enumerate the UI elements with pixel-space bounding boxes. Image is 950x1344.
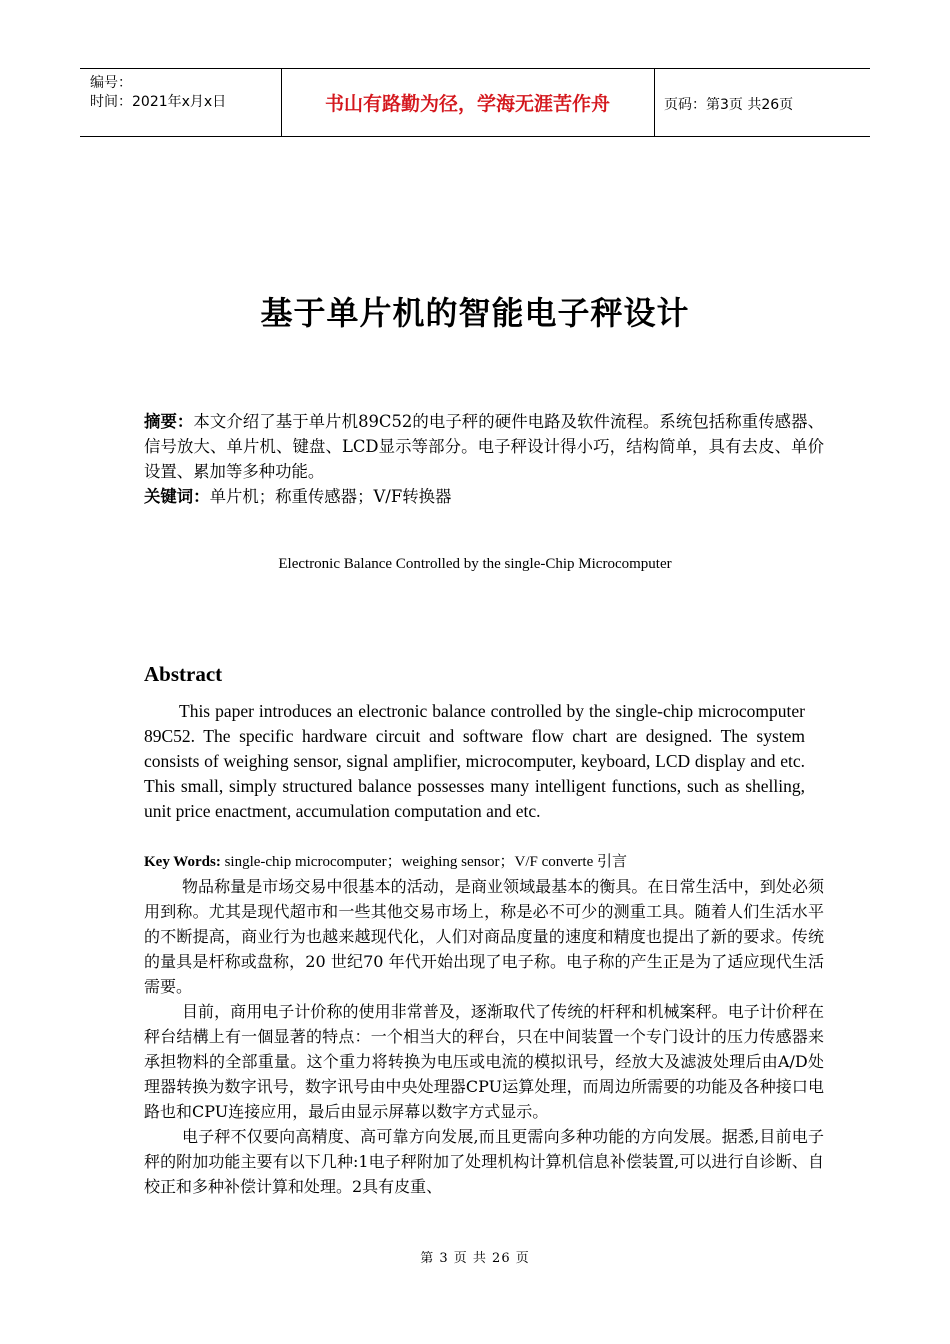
- header-info-cell: [80, 69, 282, 136]
- keywords-cn-label: 关键词：: [144, 487, 210, 506]
- abstract-cn-label: 摘要：: [144, 412, 194, 431]
- keywords-en-text: single-chip microcomputer；weighing sensor；V/F converte 引言: [220, 854, 627, 870]
- page-number-label: 页码：第3页 共26页: [664, 97, 794, 113]
- body-paragraph: 电子秤不仅要向高精度、高可靠方向发展,而且更需向多种功能的方向发展。据悉,目前电子秤的附加功能主要有以下几种:1电子秤附加了处理机构计算机信息补偿装置,可以进行自诊断、自校正和多种补偿计算和处理。2具有皮重、: [144, 1127, 824, 1196]
- abstract-en-heading: Abstract: [144, 662, 223, 686]
- keywords-cn-text: 单片机；称重传感器；V/F转换器: [209, 487, 452, 506]
- page-footer: 第 3 页 共 26 页: [420, 1251, 530, 1266]
- header-motto-cell: [281, 69, 655, 136]
- abstract-cn-text: 本文介绍了基于单片机89C52的电子秤的硬件电路及软件流程。系统包括称重传感器、信号放大、单片机、键盘、LCD显示等部分。电子秤设计得小巧，结构简单，具有去皮、单价设置、累加等多种功能。: [144, 412, 824, 481]
- keywords-en: [144, 850, 824, 871]
- document-title: 基于单片机的智能电子秤设计: [260, 294, 690, 332]
- body-paragraph: 目前，商用电子计价称的使用非常普及，逐渐取代了传统的杆秤和机械案秤。电子计价秤在秤台结構上有一個显著的特点：一个相当大的秤台，只在中间装置一个专门设计的压力传感器来承担物料的全部重量。这个重力将转换为电压或电流的模拟讯号，经放大及滤波处理后由A/D处理器转换为数字讯号，数字讯号由中央处理器CPU运算处理，而周边所需要的功能及各种接口电路也和CPU连接应用，最后由显示屏幕以数字方式显示。: [144, 1002, 824, 1121]
- abstract-cn: [144, 409, 824, 484]
- time-label: 时间：2021年x月x日: [90, 94, 227, 110]
- motto: 书山有路勤为径，学海无涯苦作舟: [324, 93, 610, 115]
- body-text: [144, 874, 824, 1199]
- english-title: Electronic Balance Controlled by the single-Chip Microcomputer: [278, 556, 672, 572]
- body-paragraph: 物品称量是市场交易中很基本的活动，是商业领域最基本的衡具。在日常生活中，到处必须用到称。尤其是现代超市和一些其他交易市场上，称是必不可少的测重工具。随着人们生活水平的不断提高，商业行为也越来越现代化，人们对商品度量的速度和精度也提出了新的要求。传统的量具是杆称或盘称，20 世纪70 年代开始出现了电子称。电子称的产生正是为了适应现代生活需要。: [144, 877, 824, 996]
- abstract-en-text: This paper introduces an electronic balance controlled by the single-chip microcomputer 89C52. The specific hardware circuit and software flow chart are designed. The system consists of weighing sensor, signal amplifier, microcomputer, keyboard, LCD display and etc. This small, simply structured balance possesses many intelligent functions, such as shelling, unit price enactment, accumulation computation and etc.: [144, 701, 805, 821]
- serial-label: 编号：: [90, 75, 132, 91]
- page-header: [80, 68, 870, 137]
- keywords-cn: [144, 484, 824, 509]
- keywords-en-label: Key Words:: [144, 854, 221, 870]
- header-page-cell: [655, 69, 870, 136]
